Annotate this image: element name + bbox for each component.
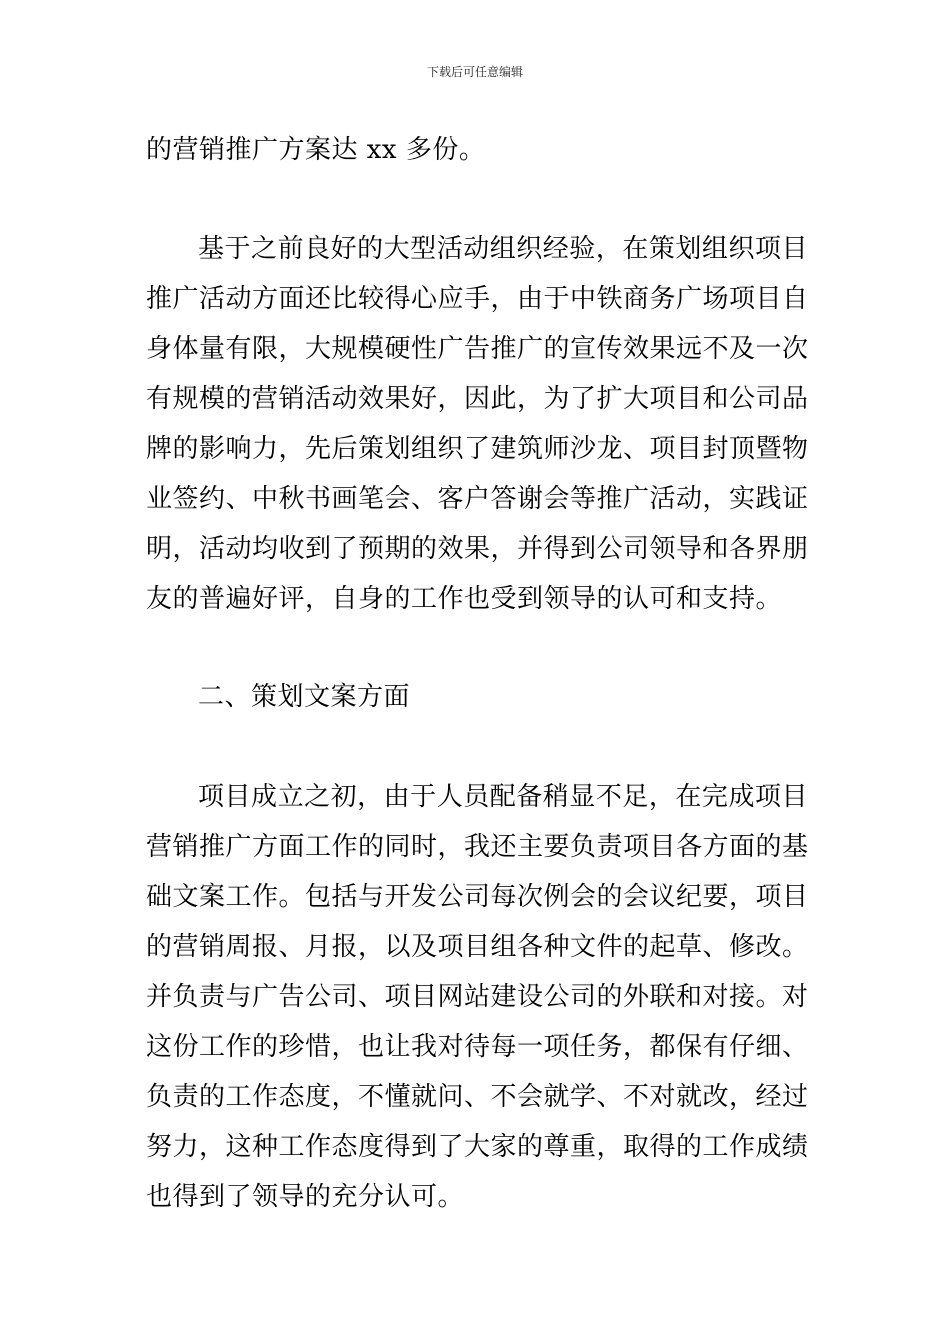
paragraph-copywriting <box>146 772 808 1222</box>
text-line: 业签约、中秋书画笔会、客户答谢会等推广活动，实践证 <box>146 484 809 514</box>
text-line: 的营销推广方案达 xx 多份。 <box>146 135 486 165</box>
text-line: 努力，这种工作态度得到了大家的尊重，取得的工作成绩 <box>146 1132 809 1162</box>
text-line: 有规模的营销活动效果好，因此，为了扩大项目和公司品 <box>146 384 809 414</box>
text-line: 基于之前良好的大型活动组织经验，在策划组织项目 <box>198 234 808 264</box>
text-line: 营销推广方面工作的同时，我还主要负责项目各方面的基 <box>146 832 809 862</box>
text-line: 身体量有限，大规模硬性广告推广的宣传效果远不及一次 <box>146 334 809 364</box>
text-line: 础文案工作。包括与开发公司每次例会的会议纪要，项目 <box>146 882 809 912</box>
section-title: 二、策划文案方面 <box>198 682 411 712</box>
text-line: 负责的工作态度，不懂就问、不会就学、不对就改，经过 <box>146 1082 809 1112</box>
text-line: 也得到了领导的充分认可。 <box>146 1182 465 1212</box>
paragraph-continuation <box>146 125 808 175</box>
text-line: 友的普遍好评，自身的工作也受到领导的认可和支持。 <box>146 584 783 614</box>
text-line: 明，活动均收到了预期的效果，并得到公司领导和各界朋 <box>146 534 809 564</box>
paragraph-activities <box>146 224 808 624</box>
text-line: 牌的影响力，先后策划组织了建筑师沙龙、项目封顶暨物 <box>146 434 809 464</box>
text-line: 这份工作的珍惜，也让我对待每一项任务，都保有仔细、 <box>146 1032 809 1062</box>
section-heading <box>146 672 808 722</box>
text-line: 并负责与广告公司、项目网站建设公司的外联和对接。对 <box>146 982 809 1012</box>
text-line: 推广活动方面还比较得心应手，由于中铁商务广场项目自 <box>146 284 809 314</box>
page-header: 下载后可任意编辑 <box>426 65 523 79</box>
text-line: 项目成立之初，由于人员配备稍显不足，在完成项目 <box>198 782 808 812</box>
text-line: 的营销周报、月报，以及项目组各种文件的起草、修改。 <box>146 932 809 962</box>
